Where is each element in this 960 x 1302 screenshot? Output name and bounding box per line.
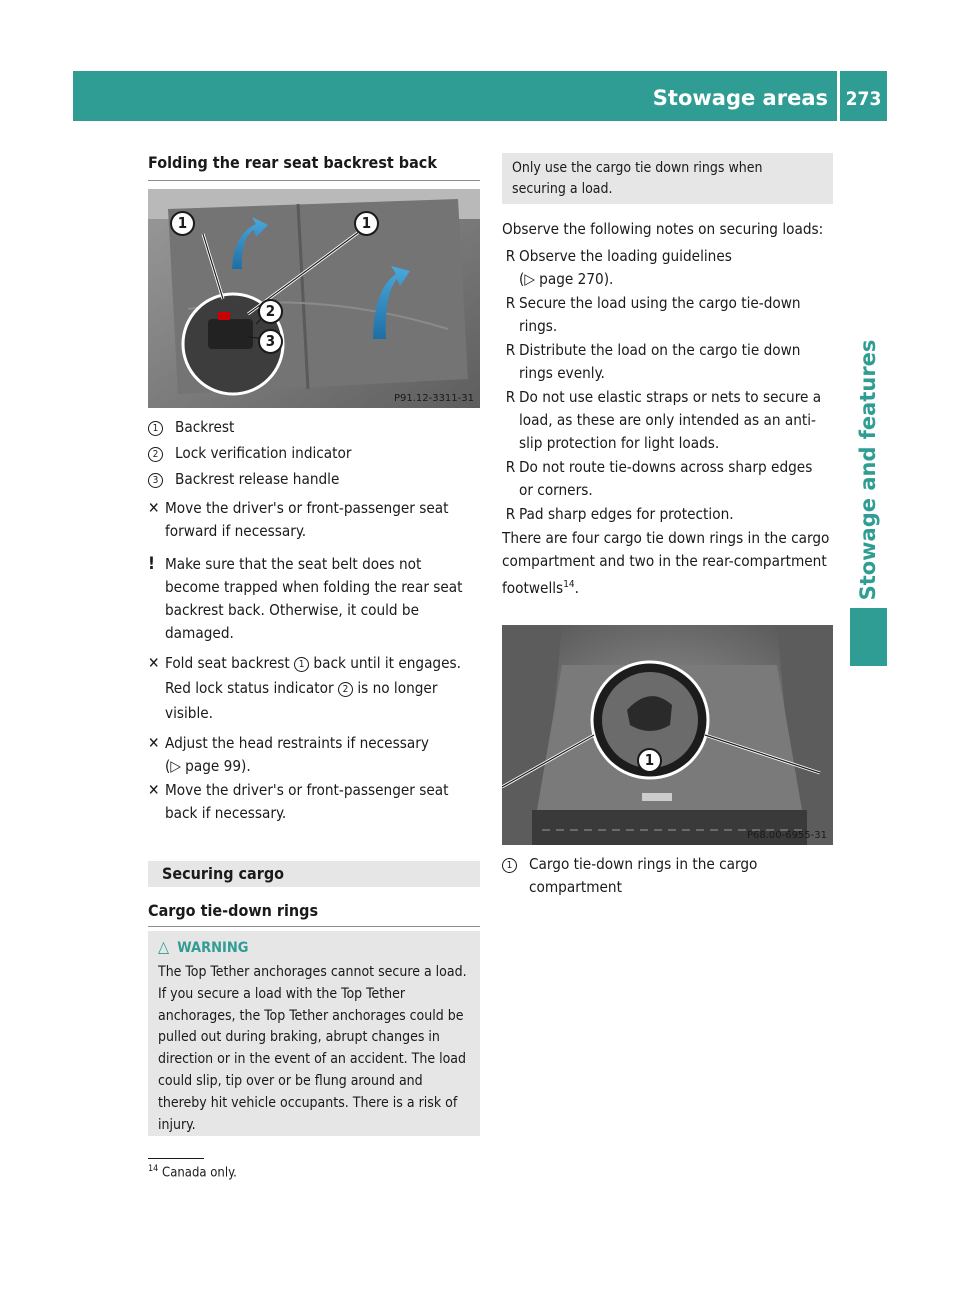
bullet-text: Do not route tie-downs across sharp edges — [519, 458, 813, 476]
bullet-item — [502, 292, 834, 338]
rear-seat-illustration — [148, 189, 480, 408]
step-text: Fold seat backrest — [165, 654, 290, 672]
legend-label: Backrest release handle — [175, 470, 340, 488]
legend-label: Backrest — [175, 418, 235, 436]
figure-code: P91.12-3311-31 — [393, 393, 474, 404]
legend-item-1 — [148, 416, 480, 439]
caution-note — [148, 553, 480, 645]
step-marker-icon: ✕ — [148, 499, 160, 517]
bullet-text: or corners. — [519, 481, 593, 499]
paragraph-end: . — [574, 579, 579, 598]
legend-label: Lock verification indicator — [175, 444, 352, 462]
footnote-text: Canada only. — [162, 1165, 237, 1181]
note-text: Only use the cargo tie down rings when securing a load. — [512, 160, 763, 197]
warning-text: The Top Tether anchorages cannot secure a load. If you secure a load with the Top Tether anchorages, the Top Tether anchorages could be pulled out during braking, abrupt changes in direction or in the event of an accident. The load could slip, tip over or be flung around and thereby hit vehicle occupants. There is a risk of injury. — [158, 964, 467, 1133]
side-chapter-label: Stowage and features — [856, 339, 880, 601]
bullet-text: rings evenly. — [519, 364, 605, 382]
legend-item-2 — [148, 442, 480, 465]
bullet-text: Do not use elastic straps or nets to secure a load, as these are only intended as an anti-slip protection for light loads. — [519, 388, 822, 452]
bullet-text: Distribute the load on the cargo tie down — [519, 341, 801, 359]
legend-item-3 — [148, 468, 480, 491]
bullet-marker: R — [505, 294, 516, 312]
caution-text: Make sure that the seat belt does not become trapped when folding the rear seat backrest back. Otherwise, it could be damaged. — [165, 555, 463, 642]
callout-2: 2 — [258, 299, 283, 324]
bullet-text: Observe the loading guidelines — [519, 247, 732, 265]
subheading-tie-down-rings: Cargo tie-down rings — [148, 900, 480, 927]
callout-1: 1 — [637, 748, 662, 773]
bullet-marker: R — [505, 388, 516, 406]
legend-number: 1 — [502, 858, 517, 873]
step-marker-icon: ✕ — [148, 734, 160, 752]
step-marker-icon: ✕ — [148, 654, 160, 672]
warning-header — [158, 937, 249, 956]
paragraph — [502, 527, 834, 600]
bullet-item — [502, 245, 834, 291]
bullet-marker: R — [505, 341, 516, 359]
callout-1a: 1 — [170, 211, 195, 236]
legend-label: Cargo tie-down rings in the cargo compartment — [529, 855, 758, 896]
page-reference-link[interactable]: (▷ page 270). — [519, 270, 614, 288]
bullet-text: Pad sharp edges for protection. — [519, 505, 734, 523]
callout-3: 3 — [258, 329, 283, 354]
figure-code: P68.00-6955-31 — [746, 830, 827, 841]
instruction-step — [148, 732, 480, 778]
legend-item-1 — [502, 853, 834, 899]
bullet-marker: R — [505, 458, 516, 476]
footnote-reference[interactable]: 14 — [563, 579, 575, 590]
step-text: Move the driver's or front-passenger seat forward if necessary. — [165, 499, 449, 540]
step-marker-icon: ✕ — [148, 781, 160, 799]
warning-triangle-icon: △ — [158, 937, 170, 956]
legend-number: 3 — [148, 473, 163, 488]
bullet-item — [502, 456, 834, 502]
bullet-marker: R — [505, 247, 516, 265]
page-reference-link[interactable]: (▷ page 99). — [165, 757, 251, 775]
warning-box — [148, 931, 480, 1136]
figure-rear-seat — [148, 189, 480, 408]
footnote-number: 14 — [148, 1164, 159, 1174]
legend-number: 1 — [148, 421, 163, 436]
header-bar — [73, 71, 887, 121]
instruction-step — [148, 779, 480, 825]
caution-icon: ! — [148, 554, 155, 574]
bullet-text: rings. — [519, 317, 558, 335]
callout-1b: 1 — [354, 211, 379, 236]
legend-number: 2 — [148, 447, 163, 462]
warning-title: WARNING — [177, 940, 249, 956]
section-title-securing-cargo: Securing cargo — [148, 861, 480, 887]
step-text: is no longer visible. — [165, 679, 438, 722]
note-box — [502, 153, 833, 204]
step-text: Move the driver's or front-passenger seat back if necessary. — [165, 781, 449, 822]
inline-callout: 1 — [294, 657, 309, 672]
section-heading-folding: Folding the rear seat backrest back — [148, 152, 480, 181]
paragraph-text: There are four cargo tie down rings in the cargo compartment and two in the rear-compartment footwells — [502, 529, 830, 598]
inline-callout: 2 — [338, 682, 353, 697]
bullet-item — [502, 386, 834, 455]
footnote-rule — [148, 1158, 204, 1159]
bullet-marker: R — [505, 505, 516, 523]
cargo-compartment-illustration — [502, 625, 833, 845]
page-number: 273 — [845, 88, 882, 110]
bullet-item — [502, 503, 834, 526]
chapter-title: Stowage areas — [652, 86, 828, 110]
step-text: Adjust the head restraints if necessary — [165, 734, 429, 752]
figure-cargo-compartment — [502, 625, 833, 845]
intro-text: Observe the following notes on securing loads: — [502, 220, 824, 238]
footnote — [148, 1164, 237, 1180]
step-text: back until it engages. Red lock status indicator — [165, 654, 461, 697]
bullet-item — [502, 339, 834, 385]
chapter-tab — [850, 608, 887, 666]
bullet-text: Secure the load using the cargo tie-down — [519, 294, 801, 312]
instruction-step — [148, 497, 480, 543]
instruction-step — [148, 651, 480, 726]
